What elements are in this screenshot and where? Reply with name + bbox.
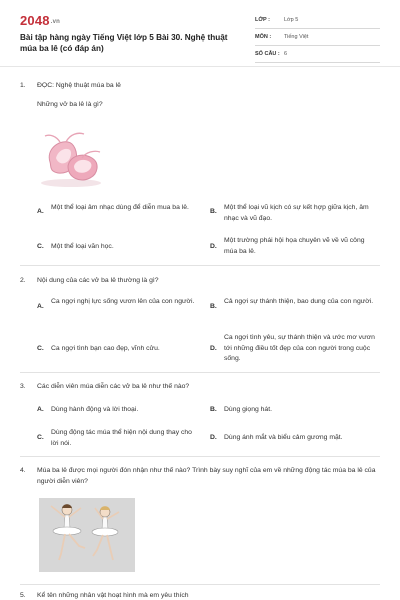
option-letter: A. <box>37 406 44 413</box>
option-text: Dùng động tác múa thể hiện nội dung thay cho lời nói. <box>51 429 192 447</box>
site-logo[interactable] <box>20 13 60 28</box>
option-text: Dùng giọng hát. <box>224 406 272 413</box>
logo-text: 2048 <box>20 13 50 28</box>
option-letter: B. <box>210 208 217 215</box>
option-letter: B. <box>210 303 217 310</box>
question-number: 3. <box>20 383 26 390</box>
meta-label: LỚP : <box>255 17 270 23</box>
option-text: Một trường phái hội họa chuyên vẽ về vũ công múa ba lê. <box>224 237 365 255</box>
option-letter: C. <box>37 243 44 250</box>
option-text: Dùng hành động và lời thoại. <box>51 406 139 413</box>
meta-row-grade <box>255 13 380 29</box>
logo-suffix: .vn <box>50 19 61 25</box>
question-number: 1. <box>20 82 26 89</box>
option-letter: B. <box>210 406 217 413</box>
question-4 <box>20 466 380 487</box>
meta-label: SỐ CÂU : <box>255 51 280 57</box>
question-3 <box>20 383 189 390</box>
option-text: Dùng ánh mắt và biểu cảm gương mặt. <box>224 434 343 441</box>
option-text: Ca ngợi tình bạn cao đẹp, vĩnh cửu. <box>51 345 160 352</box>
option-text: Cả ngợi sự thánh thiện, bao dung của con người. <box>224 298 374 305</box>
meta-label: MÔN : <box>255 34 272 40</box>
meta-value: Tiếng Việt <box>284 34 309 40</box>
option-letter: A. <box>37 303 44 310</box>
page-header <box>0 0 400 67</box>
option-text: Một thể loại vũ kịch có sự kết hợp giữa kịch, âm nhạc và vũ đạo. <box>224 204 369 222</box>
question-1-subtitle: Những vở ba lê là gì? <box>37 101 103 108</box>
meta-row-subject <box>255 30 380 46</box>
question-text: Múa ba lê được mọi người đón nhận như thế nào? Trình bày suy nghĩ của em về những động tác múa ba lê của người diễn viên? <box>37 467 376 485</box>
ballet-dancers-image <box>39 498 135 572</box>
ballet-shoes-image <box>36 128 106 190</box>
option-text: Một thể loại âm nhạc dùng để diễn mua ba lê. <box>51 204 189 211</box>
question-1 <box>20 82 121 89</box>
divider <box>20 265 380 266</box>
question-text: Nội dung của các vở ba lê thường là gì? <box>37 277 159 284</box>
option-letter: C. <box>37 345 44 352</box>
question-number: 4. <box>20 467 26 474</box>
question-number: 5. <box>20 592 26 599</box>
question-number: 2. <box>20 277 26 284</box>
meta-table <box>255 13 380 64</box>
divider <box>20 372 380 373</box>
meta-value: 6 <box>284 51 288 57</box>
option-text: Một thể loại văn học. <box>51 243 114 250</box>
option-text: Ca ngợi nghị lực sống vươn lên của con người. <box>51 298 195 305</box>
question-text: Các diễn viên múa diễn các vở ba lê như thế nào? <box>37 383 190 390</box>
question-text: Kể tên những nhân vật hoạt hình mà em yêu thích <box>37 592 189 599</box>
document-title: Bài tập hàng ngày Tiếng Việt lớp 5 Bài 30. Nghệ thuật múa ba lê (có đáp án) <box>20 33 228 53</box>
question-5 <box>20 592 189 599</box>
meta-row-question-count <box>255 47 380 63</box>
option-letter: A. <box>37 208 44 215</box>
question-text: ĐỌC: Nghệ thuật múa ba lê <box>37 82 121 89</box>
divider <box>20 584 380 585</box>
divider <box>20 456 380 457</box>
option-letter: D. <box>210 243 217 250</box>
meta-value: Lớp 5 <box>284 17 299 23</box>
question-2 <box>20 277 159 284</box>
option-letter: D. <box>210 434 217 441</box>
option-letter: D. <box>210 345 217 352</box>
option-text: Ca ngợi tình yêu, sự thánh thiện và ước mơ vươn tới những điều tốt đẹp của con người trong cuộc sống. <box>224 334 375 362</box>
option-letter: C. <box>37 434 44 441</box>
